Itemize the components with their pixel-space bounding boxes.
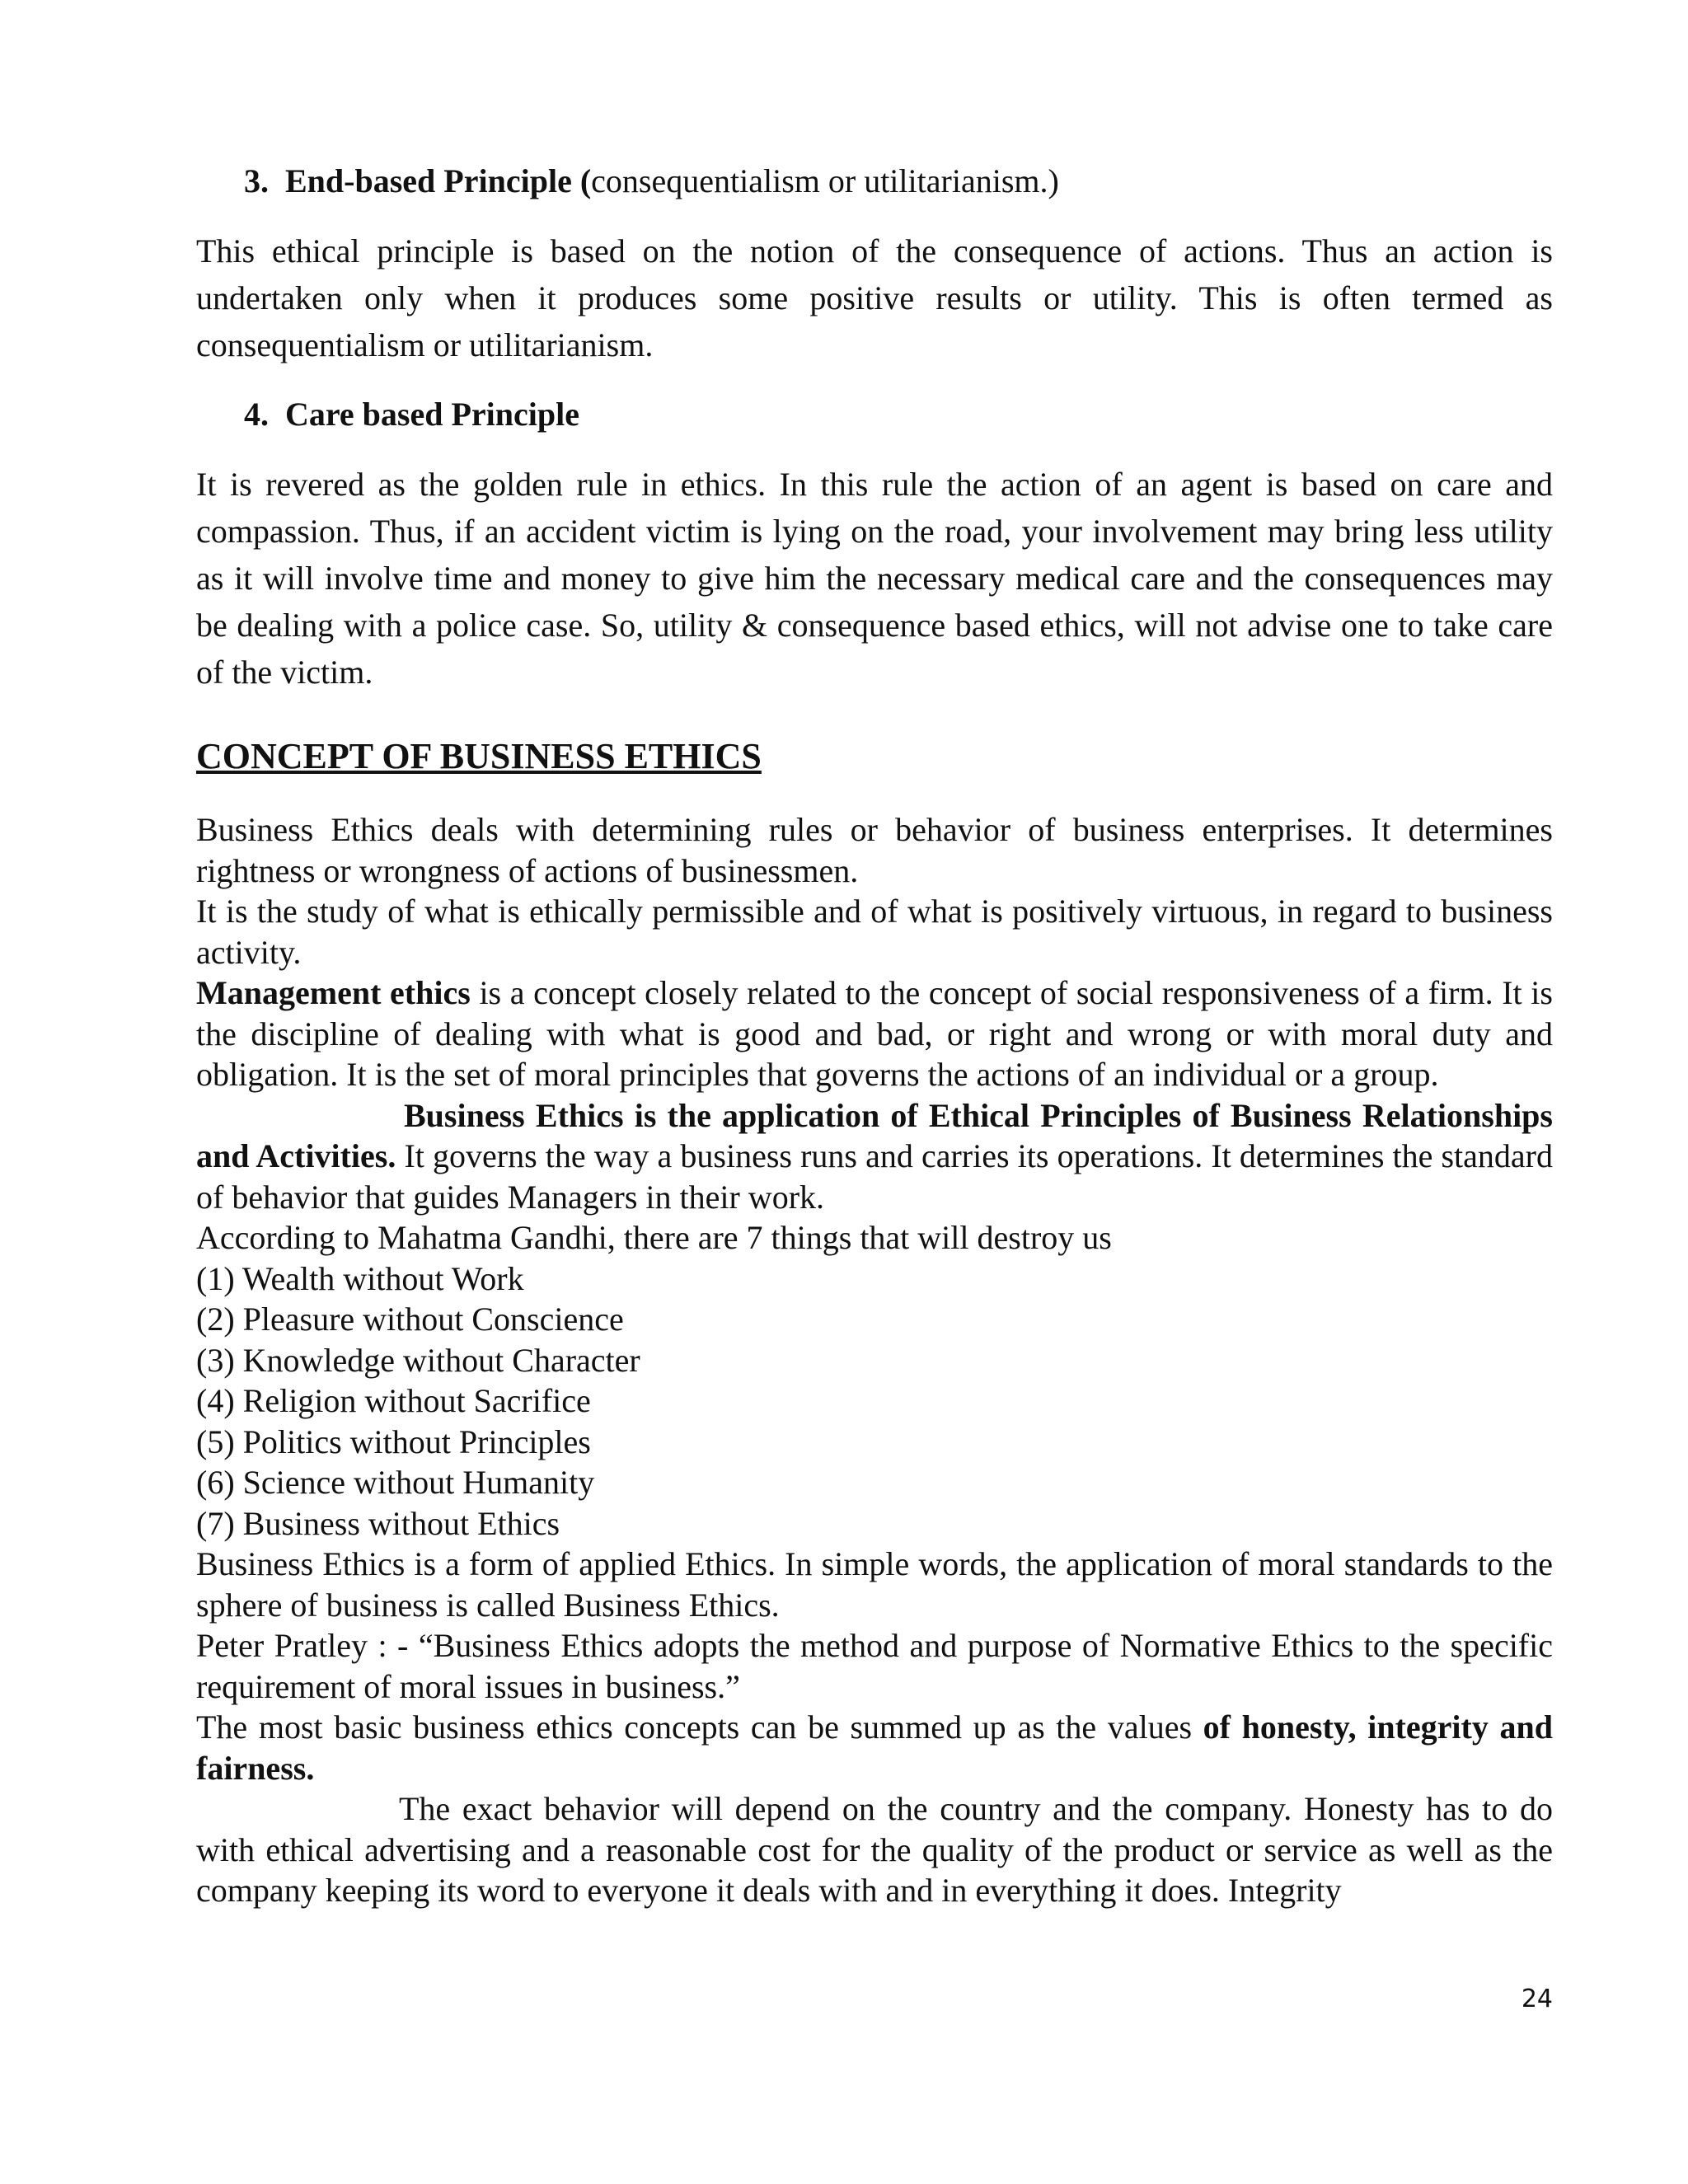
list-item: (1) Wealth without Work — [196, 1259, 524, 1297]
care-based-principle-body: It is revered as the golden rule in ethics. In this rule the action of an agent is based on care and compassion. Thus, if an accident victim is lying on the road, your involvement may bring less utility as it will involve time and money to give him the necessary medical care and the consequences may be dealing with a police case. So, utility & consequence based ethics, will not advise one to take care of the victim. — [196, 466, 1553, 691]
heading-title: End-based Principle ( — [285, 162, 592, 199]
care-based-principle-heading — [196, 391, 1553, 438]
paragraph-text: It governs the way a business runs and carries its operations. It determines the standard of behavior that guides Managers in their work. — [196, 1137, 1553, 1216]
heading-subtitle: consequentialism or utilitarianism.) — [591, 162, 1059, 199]
concept-paragraph-7 — [196, 1707, 1553, 1788]
concept-paragraph-3 — [196, 972, 1553, 1095]
pratley-quote: Peter Pratley : - “Business Ethics adopts the method and purpose of Normative Ethics to the specific requirement of moral issues in business.” — [196, 1627, 1553, 1705]
heading-number: 3. — [244, 162, 269, 199]
list-item: (3) Knowledge without Character — [196, 1341, 640, 1379]
page-number: 24 — [1521, 1985, 1553, 2013]
bold-definition: Business Ethics is the application of Ethical Principles of Business Relationships and Activities. — [196, 1096, 1553, 1174]
concept-paragraph-2: It is the study of what is ethically permissible and of what is positively virtuous, in regard to business activity. — [196, 893, 1553, 971]
page-content — [196, 158, 1553, 1911]
concept-paragraph-5: Business Ethics is a form of applied Ethics. In simple words, the application of moral standards to the sphere of business is called Business Ethics. — [196, 1545, 1553, 1624]
paragraph-text: The most basic business ethics concepts can be summed up as the values — [196, 1708, 1203, 1746]
concept-paragraph-8: The exact behavior will depend on the country and the company. Honesty has to do with ethical advertising and a reasonable cost for the quality of the product or service as well as the company keeping its word to everyone it deals with and in everything it does. Integrity — [196, 1790, 1553, 1909]
heading-number: 4. — [244, 396, 269, 433]
list-item: (4) Religion without Sacrifice — [196, 1382, 591, 1419]
gandhi-intro: According to Mahatma Gandhi, there are 7 things that will destroy us — [196, 1219, 1112, 1256]
heading-title: Care based Principle — [285, 396, 580, 433]
end-based-principle-heading — [196, 158, 1553, 204]
list-item: (2) Pleasure without Conscience — [196, 1301, 624, 1338]
concept-paragraph-1: Business Ethics deals with determining rules or behavior of business enterprises. It determines rightness or wrongness of actions of businessmen. — [196, 811, 1553, 889]
concept-heading: CONCEPT OF BUSINESS ETHICS — [196, 736, 762, 776]
list-item: (6) Science without Humanity — [196, 1464, 595, 1501]
list-item: (7) Business without Ethics — [196, 1504, 560, 1542]
paragraph-text: is a concept closely related to the concept of social responsiveness of a firm. It is the discipline of dealing with what is good and bad, or right and wrong or with moral duty and obligation. It is the set of moral principles that governs the actions of an individual or a group. — [196, 974, 1553, 1093]
end-based-principle-body: This ethical principle is based on the notion of the consequence of actions. Thus an action is undertaken only when it produces some positive results or utility. This is often termed as consequentialism or utilitarianism. — [196, 232, 1553, 363]
bold-values: of honesty, integrity and fairness. — [196, 1708, 1553, 1787]
bold-term: Management ethics — [196, 974, 471, 1011]
list-item: (5) Politics without Principles — [196, 1422, 591, 1460]
gandhi-list — [196, 1258, 1553, 1544]
concept-paragraph-4 — [196, 1095, 1553, 1218]
